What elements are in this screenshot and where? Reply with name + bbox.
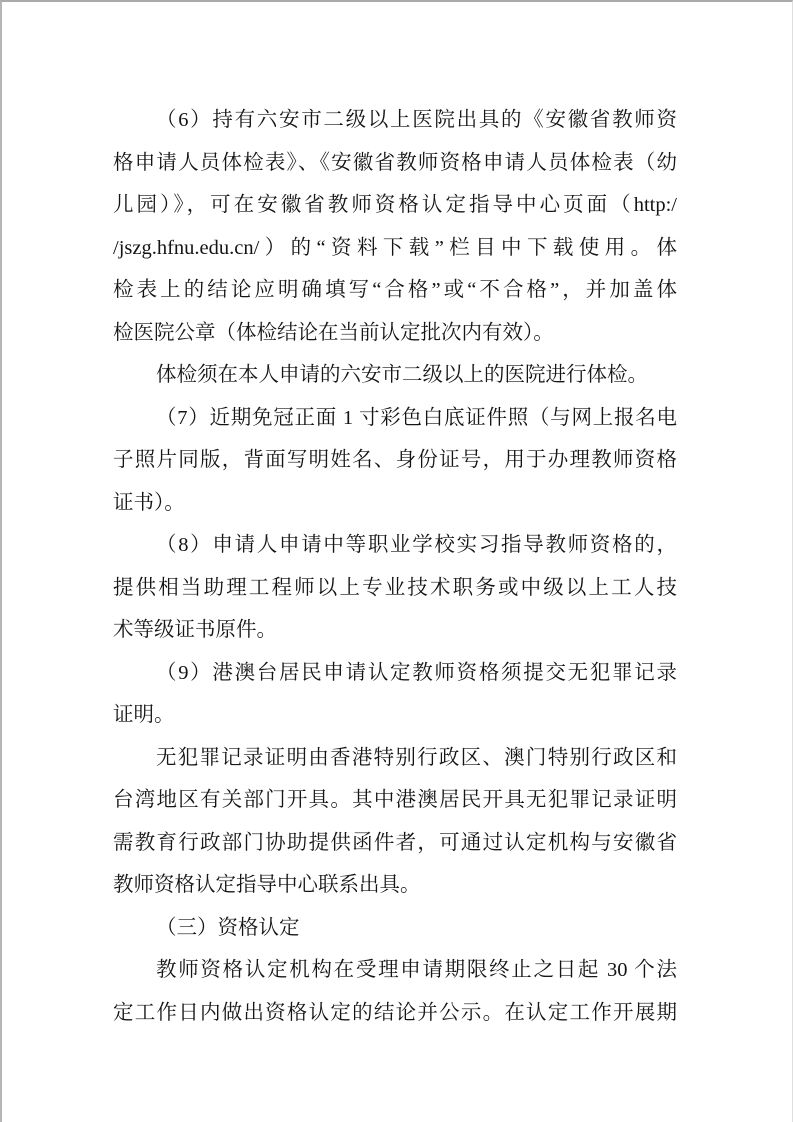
text-line: （6）持有六安市二级以上医院出具的《安徽省教师资 <box>156 109 677 131</box>
paragraph <box>113 907 677 950</box>
text-line: 子照片同版，背面写明姓名、身份证号，用于办理教师资格 <box>113 449 677 471</box>
text-line: 格申请人员体检表》、《安徽省教师资格申请人员体检表（幼 <box>113 151 677 174</box>
text-line: （7）近期免冠正面 1 寸彩色白底证件照（与网上报名电 <box>156 406 677 429</box>
paragraph <box>113 949 677 1034</box>
text-line: 台湾地区有关部门开具。其中港澳居民开具无犯罪记录证明 <box>113 789 677 811</box>
text-line: 教师资格认定指导中心联系出具。 <box>113 874 421 896</box>
text-line: （8）申请人申请中等职业学校实习指导教师资格的， <box>156 534 677 556</box>
text-line: 证书）。 <box>113 491 185 514</box>
text-line: 证明。 <box>113 704 175 726</box>
text-line: （9）港澳台居民申请认定教师资格须提交无犯罪记录 <box>156 661 677 684</box>
text-line: 教师资格认定机构在受理申请期限终止之日起 30 个法 <box>156 959 677 981</box>
text-line: 儿园）》，可在安徽省教师资格认定指导中心页面（http:/ <box>113 194 677 216</box>
text-line: 检医院公章（体检结论在当前认定批次内有效）。 <box>113 321 554 344</box>
text-line: 无犯罪记录证明由香港特别行政区、澳门特别行政区和 <box>156 746 677 769</box>
text-line: 需教育行政部门协助提供函件者，可通过认定机构与安徽省 <box>113 831 677 854</box>
text-line: 定工作日内做出资格认定的结论并公示。在认定工作开展期 <box>113 1001 677 1024</box>
paragraph <box>113 524 677 652</box>
paragraph <box>113 397 677 525</box>
text-line: 术等级证书原件。 <box>113 619 277 641</box>
text-line: 提供相当助理工程师以上专业技术职务或中级以上工人技 <box>113 576 677 599</box>
text-line: 体检须在本人申请的六安市二级以上的医院进行体检。 <box>156 364 648 386</box>
paragraph <box>113 652 677 737</box>
document-body <box>113 99 677 1034</box>
text-line: （三）资格认定 <box>156 916 300 939</box>
paragraph <box>113 737 677 907</box>
paragraph <box>113 354 677 397</box>
text-line: 检表上的结论应明确填写“合格”或“不合格”，并加盖体 <box>113 279 677 301</box>
text-line: /jszg.hfnu.edu.cn/）的“资料下载”栏目中下载使用。体 <box>113 236 677 259</box>
paragraph <box>113 99 677 354</box>
